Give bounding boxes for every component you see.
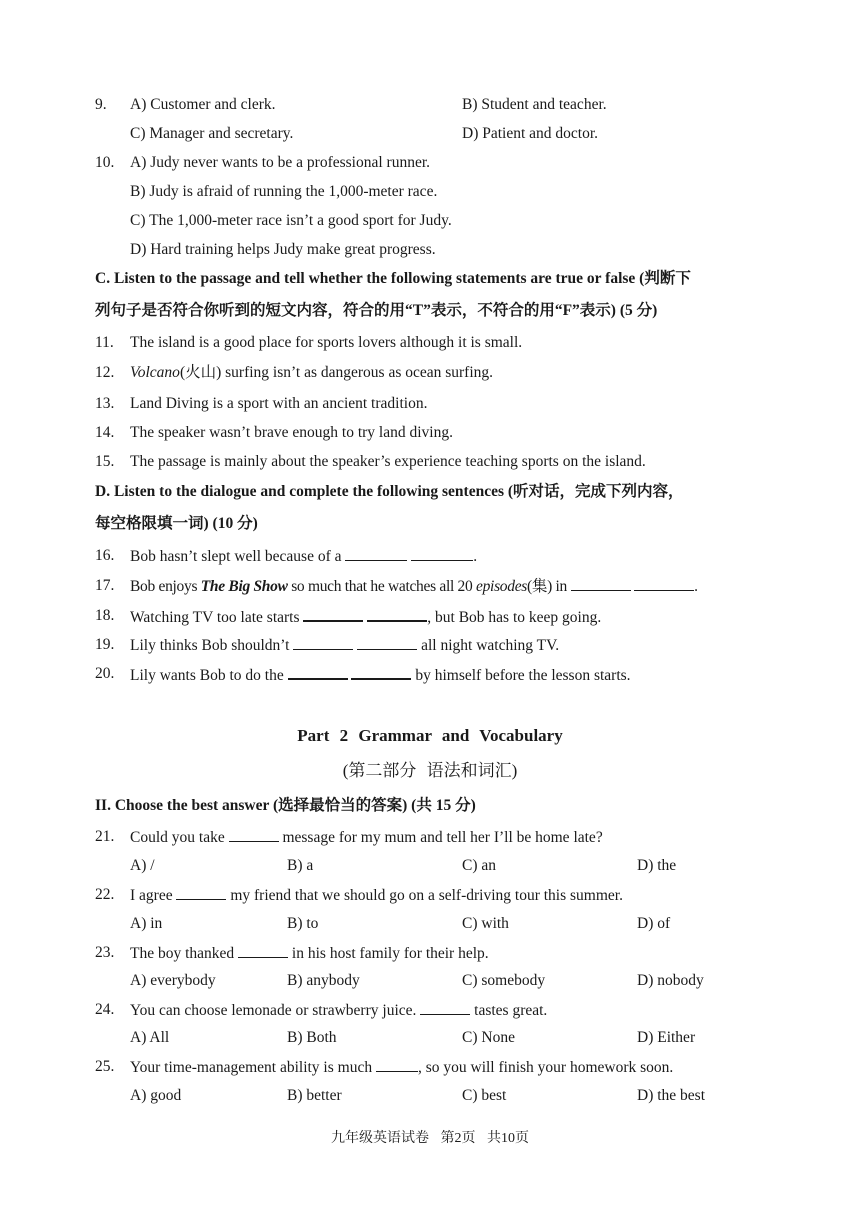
q21-option-a[interactable]: A) / bbox=[130, 857, 155, 874]
q17-text-after: . bbox=[694, 578, 698, 595]
section-d-instruction-line2: 每空格限填一词) (10 分) bbox=[95, 515, 258, 532]
q10-option-a: A) Judy never wants to be a professional runner. bbox=[130, 154, 431, 171]
q19-number: 19. bbox=[95, 636, 115, 653]
q9-option-a: A) Customer and clerk. bbox=[130, 96, 276, 113]
q22-option-d[interactable]: D) of bbox=[637, 915, 671, 932]
q25-text-before: Your time-management ability is much bbox=[130, 1059, 373, 1076]
q18-sentence bbox=[130, 606, 601, 628]
q24-option-a[interactable]: A) All bbox=[130, 1029, 170, 1046]
section-c-instruction-line2: 列句子是否符合你听到的短文内容，符合的用“T”表示，不符合的用“F”表示) (5 分) bbox=[95, 302, 658, 319]
q24-option-b[interactable]: B) Both bbox=[287, 1029, 337, 1046]
section-c-instruction-line1: C. Listen to the passage and tell whether the following statements are true or false (判断下 bbox=[95, 270, 691, 287]
q22-number: 22. bbox=[95, 886, 115, 903]
q25-option-c[interactable]: C) best bbox=[462, 1087, 507, 1104]
q16-sentence bbox=[130, 546, 477, 567]
q17-text-before: Bob enjoys bbox=[130, 578, 198, 595]
q23-option-a[interactable]: A) everybody bbox=[130, 972, 216, 989]
q23-text-after: in his host family for their help. bbox=[291, 945, 489, 962]
page-footer: 九年级英语试卷 第2页 共10页 bbox=[331, 1131, 529, 1146]
q15-number: 15. bbox=[95, 453, 115, 470]
q21-text-before: Could you take bbox=[130, 829, 225, 846]
part2-subtitle: (第二部分 语法和词汇) bbox=[342, 761, 518, 780]
q13-number: 13. bbox=[95, 395, 115, 412]
q17-show-title: The Big Show bbox=[200, 578, 288, 595]
q15-statement: The passage is mainly about the speaker’s experience teaching sports on the island. bbox=[130, 453, 646, 470]
q18-number: 18. bbox=[95, 607, 115, 624]
q19-text-before: Lily thinks Bob shouldn’t bbox=[130, 637, 290, 654]
q21-stem bbox=[130, 827, 603, 848]
q25-number: 25. bbox=[95, 1058, 115, 1075]
q14-number: 14. bbox=[95, 424, 115, 441]
q20-number: 20. bbox=[95, 665, 115, 682]
q21-number: 21. bbox=[95, 828, 115, 845]
q16-blank-2[interactable] bbox=[411, 546, 473, 561]
part2-title: Part 2 Grammar and Vocabulary bbox=[297, 726, 563, 745]
q10-option-d: D) Hard training helps Judy make great progress. bbox=[130, 241, 436, 258]
q17-sentence bbox=[130, 576, 698, 597]
q21-option-b[interactable]: B) a bbox=[287, 857, 314, 874]
q9-number: 9. bbox=[95, 96, 107, 113]
q25-blank[interactable] bbox=[376, 1057, 418, 1072]
q19-blank-2[interactable] bbox=[357, 635, 417, 650]
q24-option-c[interactable]: C) None bbox=[462, 1029, 515, 1046]
q20-blank-1[interactable] bbox=[288, 664, 348, 680]
q14-statement: The speaker wasn’t brave enough to try land diving. bbox=[130, 424, 453, 441]
q20-text-after: by himself before the lesson starts. bbox=[415, 667, 631, 684]
q22-stem bbox=[130, 885, 623, 906]
q20-text-before: Lily wants Bob to do the bbox=[130, 667, 284, 684]
q11-number: 11. bbox=[95, 334, 114, 351]
q10-option-b: B) Judy is afraid of running the 1,000-meter race. bbox=[130, 183, 438, 200]
q22-text-before: I agree bbox=[130, 887, 173, 904]
q12-number: 12. bbox=[95, 364, 115, 381]
q24-stem bbox=[130, 1000, 547, 1021]
q23-option-c[interactable]: C) somebody bbox=[462, 972, 546, 989]
q18-text-before: Watching TV too late starts bbox=[130, 609, 300, 626]
q10-option-c: C) The 1,000-meter race isn’t a good sport for Judy. bbox=[130, 212, 452, 229]
section-d-instruction-line1: D. Listen to the dialogue and complete the following sentences (听对话，完成下列内容， bbox=[95, 483, 684, 500]
q23-blank[interactable] bbox=[238, 943, 288, 958]
q22-option-b[interactable]: B) to bbox=[287, 915, 319, 932]
q25-option-a[interactable]: A) good bbox=[130, 1087, 182, 1104]
q19-blank-1[interactable] bbox=[293, 635, 353, 650]
q24-text-before: You can choose lemonade or strawberry juice. bbox=[130, 1002, 417, 1019]
q13-statement: Land Diving is a sport with an ancient tradition. bbox=[130, 395, 428, 412]
q18-blank-2[interactable] bbox=[367, 606, 427, 622]
q21-text-after: message for my mum and tell her I’ll be home late? bbox=[282, 829, 603, 846]
q19-sentence bbox=[130, 635, 559, 656]
q24-option-d[interactable]: D) Either bbox=[637, 1029, 696, 1046]
q10-number: 10. bbox=[95, 154, 115, 171]
q19-text-after: all night watching TV. bbox=[421, 637, 560, 654]
q23-text-before: The boy thanked bbox=[130, 945, 235, 962]
q20-sentence bbox=[130, 664, 631, 686]
section-ii-instruction: II. Choose the best answer (选择最恰当的答案) (共 15 分) bbox=[95, 797, 476, 814]
q11-statement: The island is a good place for sports lovers although it is small. bbox=[130, 334, 523, 351]
q25-option-b[interactable]: B) better bbox=[287, 1087, 342, 1104]
q22-blank[interactable] bbox=[176, 885, 226, 900]
q21-option-d[interactable]: D) the bbox=[637, 857, 677, 874]
q24-blank[interactable] bbox=[420, 1000, 470, 1015]
q16-blank-1[interactable] bbox=[345, 546, 407, 561]
q9-option-b: B) Student and teacher. bbox=[462, 96, 607, 113]
q18-blank-1[interactable] bbox=[303, 606, 363, 622]
q12-rest: (火山) surfing isn’t as dangerous as ocean surfing. bbox=[179, 364, 494, 381]
q16-text-after: . bbox=[473, 548, 478, 565]
q16-number: 16. bbox=[95, 547, 115, 564]
q9-option-d: D) Patient and doctor. bbox=[462, 125, 599, 142]
q20-blank-2[interactable] bbox=[351, 664, 411, 680]
q21-option-c[interactable]: C) an bbox=[462, 857, 497, 874]
q25-text-after: , so you will finish your homework soon. bbox=[417, 1059, 674, 1076]
q17-blank-2[interactable] bbox=[634, 576, 694, 591]
q17-text-middle: so much that he watches all 20 bbox=[291, 578, 473, 595]
q16-text-before: Bob hasn’t slept well because of a bbox=[130, 548, 342, 565]
q22-option-a[interactable]: A) in bbox=[130, 915, 163, 932]
q22-text-after: my friend that we should go on a self-driving tour this summer. bbox=[230, 887, 623, 904]
q17-blank-1[interactable] bbox=[571, 576, 631, 591]
q17-text-middle2: (集) in bbox=[527, 578, 567, 595]
q23-number: 23. bbox=[95, 944, 115, 961]
q22-option-c[interactable]: C) with bbox=[462, 915, 509, 932]
q24-text-after: tastes great. bbox=[474, 1002, 548, 1019]
q9-option-c: C) Manager and secretary. bbox=[130, 125, 294, 142]
q24-number: 24. bbox=[95, 1001, 115, 1018]
q23-option-d[interactable]: D) nobody bbox=[637, 972, 704, 989]
q12-italic-word: Volcano bbox=[130, 364, 180, 381]
q21-blank[interactable] bbox=[229, 827, 279, 842]
q17-number: 17. bbox=[95, 577, 115, 594]
q23-stem bbox=[130, 943, 489, 964]
q25-option-d[interactable]: D) the best bbox=[637, 1087, 706, 1104]
q25-stem bbox=[130, 1057, 673, 1078]
q18-text-after: , but Bob has to keep going. bbox=[427, 609, 602, 626]
q12-statement bbox=[130, 363, 493, 383]
q23-option-b[interactable]: B) anybody bbox=[287, 972, 360, 989]
q17-italic-word: episodes bbox=[476, 578, 528, 595]
